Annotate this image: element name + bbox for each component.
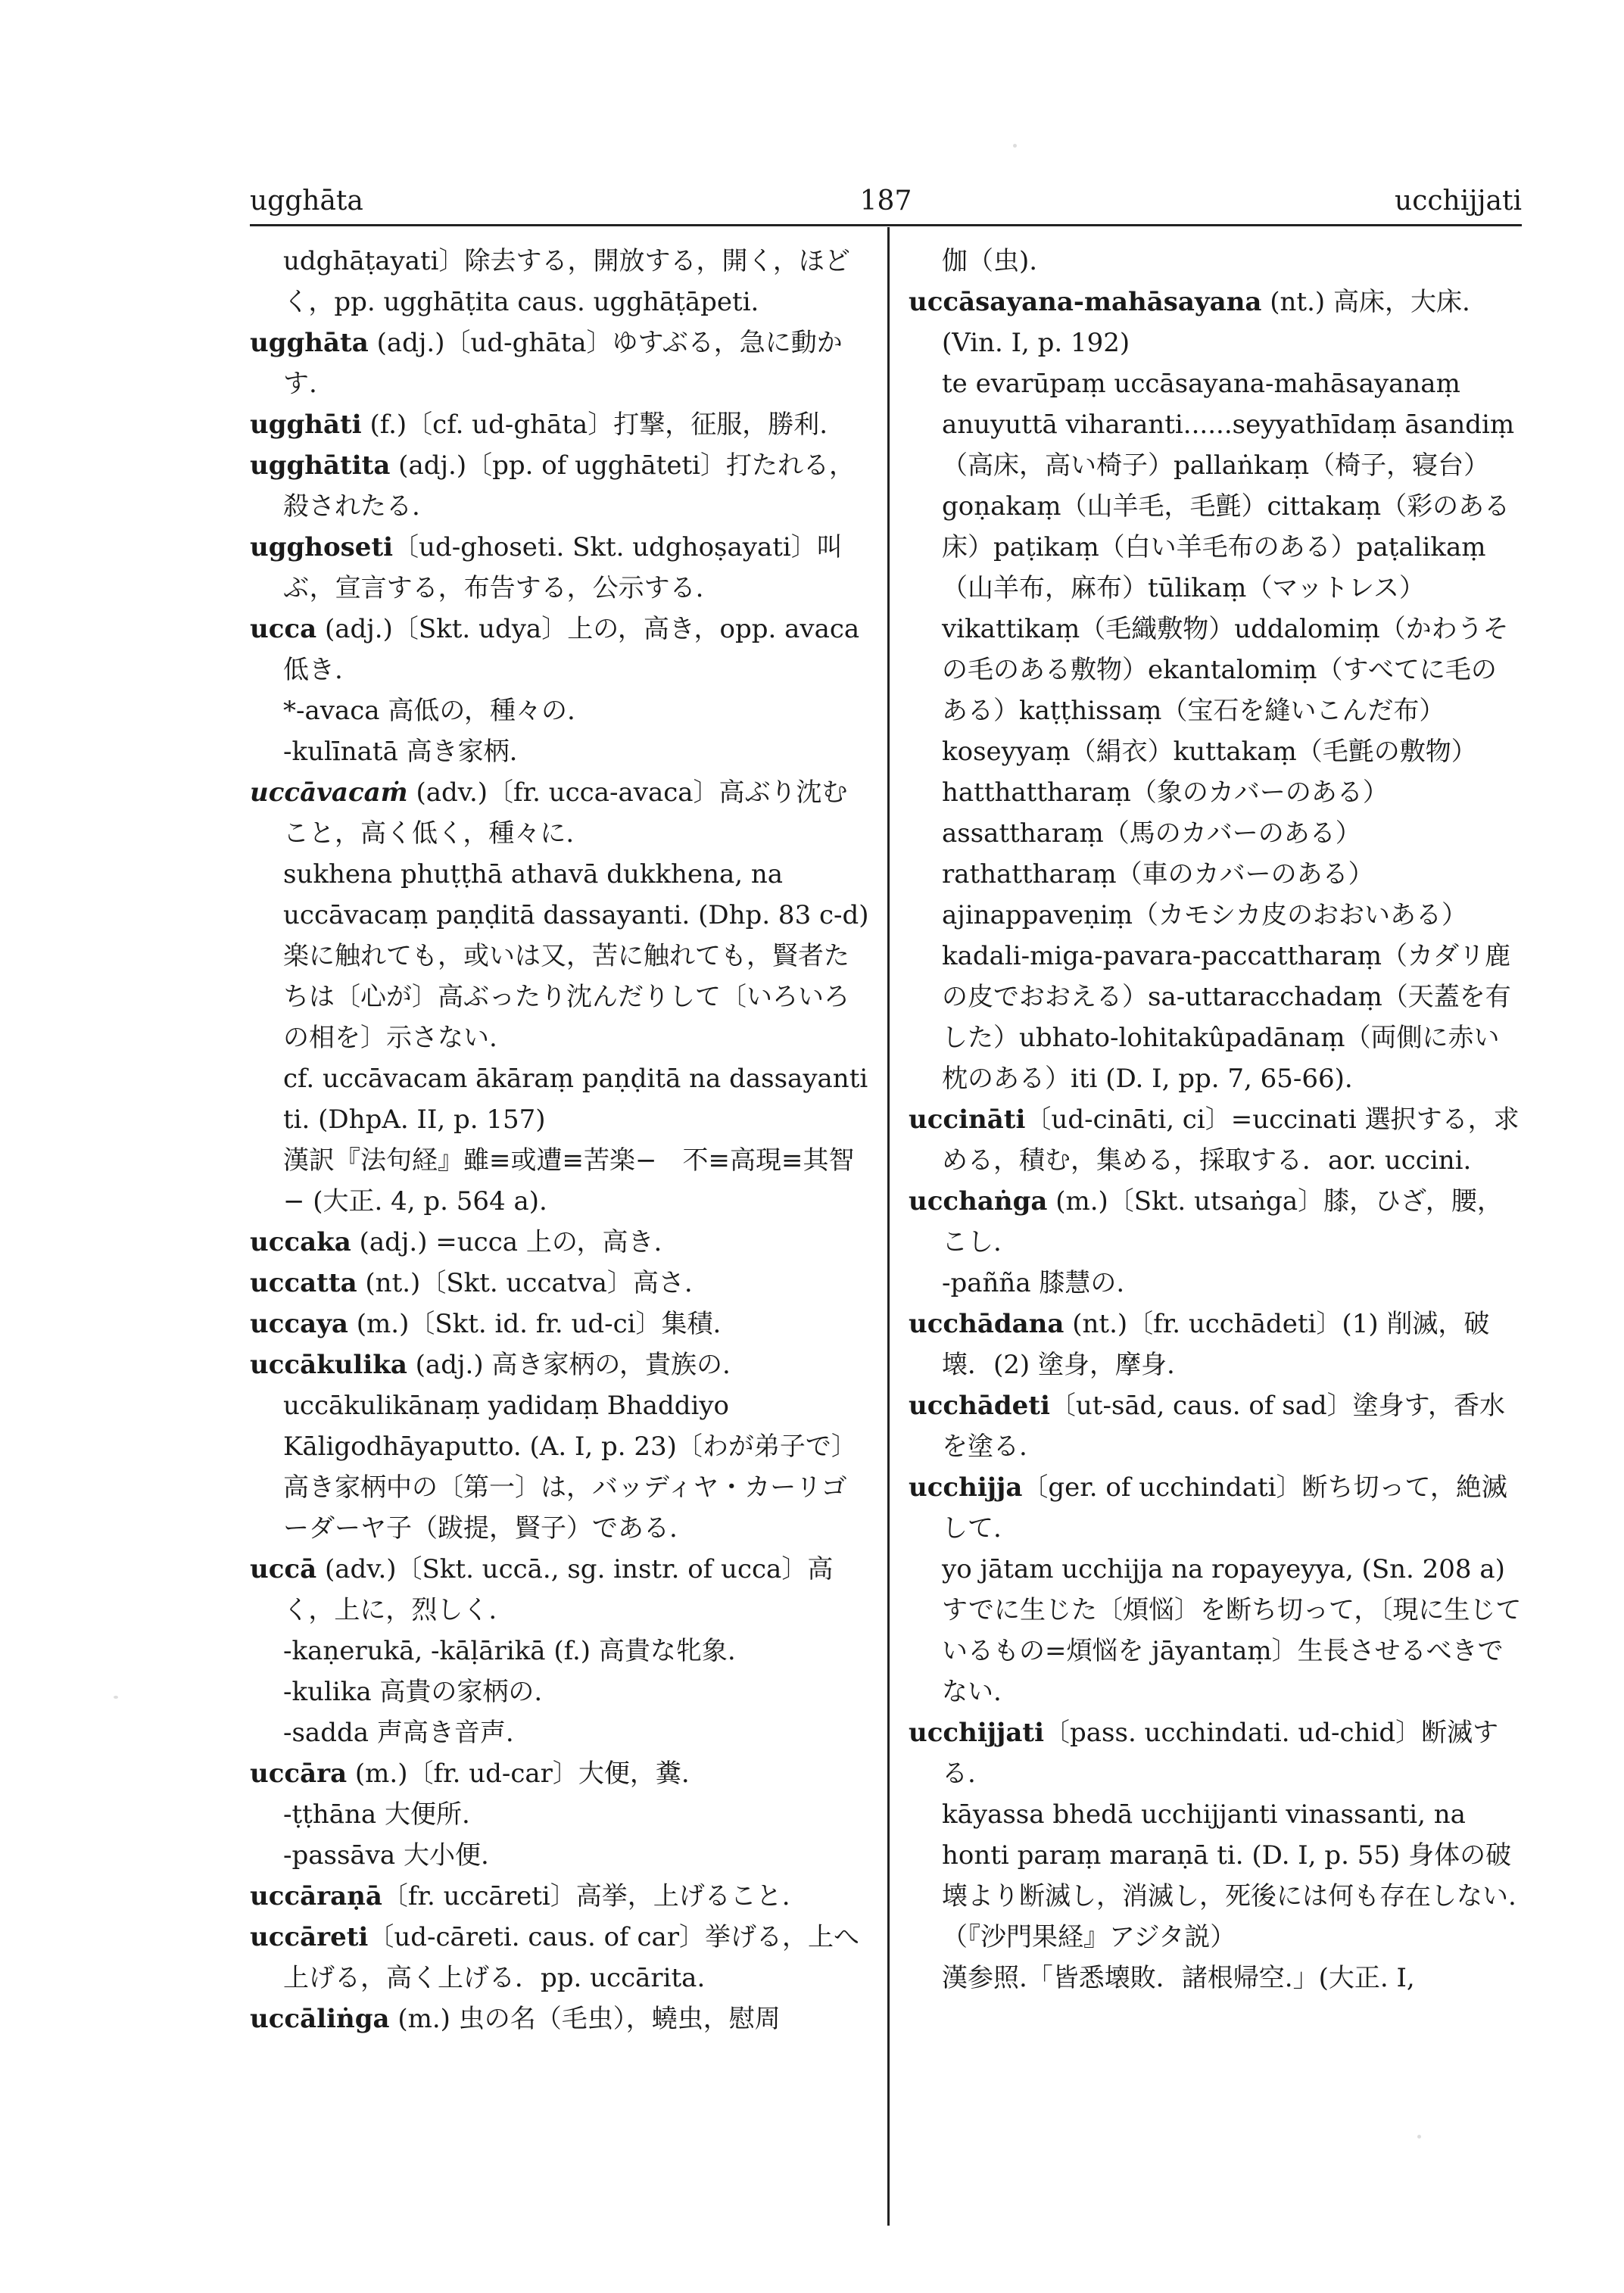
entry-headword: ucchādeti <box>909 1391 1050 1421</box>
subentry: -passāva 大小便. <box>283 1840 489 1871</box>
entry-headword: uccā <box>250 1554 317 1584</box>
entry-headword: ucchijja <box>909 1472 1023 1503</box>
dictionary-entry <box>250 1263 871 1304</box>
entry-definition: 〔ud-ghoseti. Skt. udghoṣayati〕叫ぶ，宣言する，布告する，公示する. <box>283 532 843 603</box>
example-text: cf. uccāvacam ākāraṃ paṇḍitā na dassayanti ti. (DhpA. II, p. 157) <box>283 1064 868 1135</box>
dictionary-entry <box>250 404 871 445</box>
continued-text: udghāṭayati〕除去する，開放する，開く，ほどく，pp. ugghāṭita caus. ugghāṭāpeti. <box>283 246 850 317</box>
dictionary-entry <box>909 282 1522 363</box>
entry-headword: ucca <box>250 614 317 644</box>
entry-headword: ugghāta <box>250 328 369 358</box>
dictionary-entry <box>250 1999 871 2039</box>
entry-definition: 〔ger. of ucchindati〕断ち切って，絶滅して. <box>942 1472 1507 1544</box>
entry-definition: (m.) 虫の名（毛虫），蟯虫，慰周 <box>389 2004 781 2034</box>
subentry: *-avaca 高低の，種々の. <box>283 696 575 726</box>
entry-definition: (adj.) 高き家柄の，貴族の. <box>407 1350 731 1380</box>
dictionary-entry <box>250 445 871 527</box>
dictionary-entry <box>250 1753 871 1794</box>
dictionary-entry <box>909 1385 1522 1467</box>
entry-definition: 〔pass. ucchindati. ud-chid〕断滅する. <box>942 1718 1499 1789</box>
dictionary-entry <box>250 1549 871 1631</box>
subentry: -pañña 膝慧の. <box>942 1268 1125 1298</box>
dictionary-entry <box>250 527 871 609</box>
subentry: -ṭṭhāna 大便所. <box>283 1799 470 1830</box>
entry-definition: 〔fr. uccāreti〕高挙，上げること. <box>382 1881 790 1911</box>
entry-definition: (nt.) 高床，大床. (Vin. I, p. 192) <box>942 287 1470 358</box>
entry-definition: (m.)〔fr. ud-car〕大便，糞. <box>347 1759 690 1789</box>
dictionary-entry <box>909 1712 1522 1794</box>
example-text: 漢参照.「皆悉壊敗．諸根帰空.」(大正. I, <box>942 1963 1415 1993</box>
entry-definition: (adv.)〔fr. ucca-avaca〕高ぶり沈むこと，高く低く，種々に. <box>283 777 848 849</box>
entry-headword: ugghātita <box>250 450 391 481</box>
page-header <box>250 182 1522 221</box>
example-text: te evarūpaṃ uccāsayana-mahāsayanaṃ anuyuttā viharanti......seyyathīdaṃ āsandiṃ（高床，高い椅子）pallaṅkaṃ（椅子，寝台）goṇakaṃ（山羊毛，毛氈）cittakaṃ（彩のある床）paṭikaṃ（白い羊毛布のある）paṭalikaṃ（山羊布，麻布）tūlikaṃ（マットレス）vikattikaṃ（毛織敷物）uddalomiṃ（かわうその毛のある敷物）ekantalomiṃ（すべてに毛のある）kaṭṭhissaṃ（宝石を縫いこんだ布）koseyyaṃ（絹衣）kuttakaṃ（毛氈の敷物）hatthattharaṃ（象のカバーのある）assattharaṃ（馬のカバーのある）rathattharaṃ（車のカバーのある）ajinappaveṇiṃ（カモシカ皮のおおいある）kadali-miga-pavara-paccattharaṃ（カダリ鹿の皮でおおえる）sa-uttaracchadaṃ（天蓋を有した）ubhato-lohitakûpadānaṃ（両側に赤い枕のある）iti (D. I, pp. 7, 65-66). <box>942 369 1515 1094</box>
entry-headword: uccināti <box>909 1104 1026 1135</box>
entry-definition: 〔ud-cāreti. caus. of car〕挙げる，上へ上げる，高く上げる．pp. uccārita. <box>283 1922 860 1993</box>
scan-speck <box>1013 144 1017 148</box>
entry-definition: (nt.)〔fr. ucchādeti〕(1) 削滅，破壊．(2) 塗身，摩身. <box>942 1309 1490 1380</box>
dictionary-entry <box>250 772 871 854</box>
entry-headword: uccāreti <box>250 1922 369 1952</box>
entry-definition: (nt.)〔Skt. uccatva〕高さ. <box>357 1268 693 1298</box>
dictionary-entry <box>909 1099 1522 1181</box>
dictionary-entry <box>250 1304 871 1344</box>
header-rule <box>250 224 1522 226</box>
entry-headword: uccākulika <box>250 1350 407 1380</box>
page-number: 187 <box>859 185 912 217</box>
dictionary-entry <box>909 1304 1522 1385</box>
dictionary-entry <box>250 1344 871 1385</box>
entry-definition: (adj.)〔Skt. udya〕上の，高き，opp. avaca 低き. <box>283 614 860 685</box>
entry-headword: ugghāti <box>250 410 362 440</box>
dictionary-entry <box>250 322 871 404</box>
entry-headword: uccāvacaṁ <box>250 777 408 808</box>
subentry: -kaṇerukā, -kāḷārikā (f.) 高貴な牝象. <box>283 1636 736 1666</box>
continued-text: 伽（虫). <box>942 246 1038 276</box>
entry-definition: (adj.) =ucca 上の，高き. <box>351 1227 662 1257</box>
example-text: uccākulikānaṃ yadidaṃ Bhaddiyo Kāligodhāyaputto. (A. I, p. 23)〔わが弟子で〕高き家柄中の〔第一〕は，バッディヤ・カーリゴーダーヤ子（跋提，賢子）である. <box>283 1391 857 1544</box>
entry-headword: uccatta <box>250 1268 357 1298</box>
dictionary-entry <box>909 1181 1522 1263</box>
entry-headword: ucchijjati <box>909 1718 1045 1748</box>
right-column <box>909 241 1522 1999</box>
example-text: sukhena phuṭṭhā athavā dukkhena, na uccāvacaṃ paṇḍitā dassayanti. (Dhp. 83 c-d) 楽に触れても，或いは又，苦に触れても，賢者たちは〔心が〕高ぶったり沈んだりして〔いろいろの相を〕示さない. <box>283 859 869 1053</box>
entry-headword: ucchaṅga <box>909 1186 1048 1217</box>
scan-speck <box>1417 2135 1421 2139</box>
entry-headword: uccāsayana-mahāsayana <box>909 287 1262 317</box>
dictionary-entry <box>250 1222 871 1263</box>
subentry: -kulīnatā 高き家柄. <box>283 737 518 767</box>
example-text: yo jātam ucchijja na ropayeyya, (Sn. 208 a) すでに生じた〔煩悩〕を断ち切って，〔現に生じているもの=煩悩を jāyantaṃ〕生長させるべきでない. <box>942 1554 1522 1707</box>
entry-definition: (m.)〔Skt. id. fr. ud-ci〕集積. <box>348 1309 722 1339</box>
entry-headword: uccāra <box>250 1759 348 1789</box>
left-column <box>250 241 871 2039</box>
dictionary-entry <box>909 1467 1522 1549</box>
entry-headword: uccaka <box>250 1227 351 1257</box>
entry-headword: uccaya <box>250 1309 348 1339</box>
entry-definition: (adv.)〔Skt. uccā., sg. instr. of ucca〕高く，上に，烈しく. <box>283 1554 834 1625</box>
entry-headword: ugghoseti <box>250 532 394 562</box>
entry-definition: 〔ud-cināti, ci〕=uccinati 選択する，求める，積む，集める，採取する．aor. uccini. <box>942 1104 1520 1176</box>
right-guide-word: ucchijjati <box>1395 185 1522 217</box>
entry-definition: (m.)〔Skt. utsaṅga〕膝，ひざ，腰，こし. <box>942 1186 1503 1257</box>
entry-definition: (f.)〔cf. ud-ghāta〕打撃，征服，勝利. <box>361 410 828 440</box>
dictionary-entry <box>250 1917 871 1999</box>
example-text: kāyassa bhedā ucchijjanti vinassanti, na honti paraṃ maraṇā ti. (D. I, p. 55) 身体の破壊より断滅し，消滅し，死後には何も存在しない.（『沙門果経』アジタ説） <box>942 1799 1516 1952</box>
entry-headword: uccāliṅga <box>250 2004 390 2034</box>
entry-definition: (adj.)〔ud-ghāta〕ゆすぶる，急に動かす. <box>283 328 843 399</box>
scan-speck <box>114 1696 118 1699</box>
entry-definition: (adj.)〔pp. of ugghāteti〕打たれる，殺されたる. <box>283 450 856 522</box>
entry-headword: ucchādana <box>909 1309 1064 1339</box>
subentry: -sadda 声高き音声. <box>283 1718 514 1748</box>
entry-definition: 〔ut-sād, caus. of sad〕塗身す，香水を塗る. <box>942 1391 1505 1462</box>
left-guide-word: ugghāta <box>250 185 363 217</box>
entry-headword: uccāraṇā <box>250 1881 382 1911</box>
dictionary-entry <box>250 1876 871 1917</box>
example-text: 漢訳『法句経』雖≡或遭≡苦楽− 不≡高現≡其智− (大正. 4, p. 564 a). <box>283 1145 855 1217</box>
dictionary-entry <box>250 609 871 690</box>
subentry: -kulika 高貴の家柄の. <box>283 1677 543 1707</box>
column-divider <box>887 227 890 2226</box>
